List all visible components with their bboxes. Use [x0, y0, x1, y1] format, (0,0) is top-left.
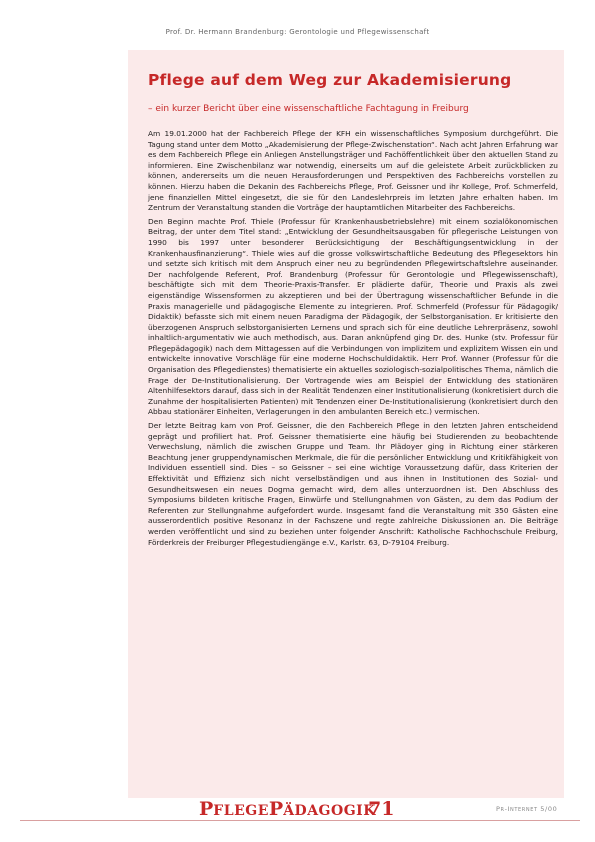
paragraph-2: Den Beginn machte Prof. Thiele (Professur für Krankenhausbetriebslehre) mit einem sozialökonomischen Beitrag, der unter dem Titel stand: „Entwicklung der Gesundheitsausgaben für pflegerische Leistungen von 1990 bis 1997 unter besonderer Berücksichtigung der Beschäftigungsentwicklung in der Krankenhausfinanzierung“. Thiele wies auf die grosse volkswirtschaftliche Bedeutung des Pflegesektors hin und setzte sich kritisch mit dem Anspruch einer neu zu begründenden Pflegewirtschaftslehre auseinander. Der nachfolgende Referent, Prof. Brandenburg (Professur für Gerontologie und Pflegewissenschaft), beschäftigte sich mit dem Theorie-Praxis-Transfer. Er plädierte dafür, Theorie und Praxis als zwei eigenständige Wissensformen zu akzeptieren und bei der Übertragung wissenschaftlicher Befunde in die Praxis managerielle und pädagogische Elemente zu integrieren. Prof. Schmerfeld (Professur für Pädagogik/ Didaktik) befasste sich mit einem neuen Paradigma der Pädagogik, der Selbstorganisation. Er kritisierte den überzogenen Anspruch selbstorganisierten Lernens und sprach sich für eine deutliche Lehrerpräsenz, sowohl inhaltlich-argumentativ wie auch methodisch, aus. Daran anknüpfend ging Dr. des. Hunke (stv. Professur für Pflegepädagogik) nach dem Mittagessen auf die Verbindungen von implizitem und explizitem Wissen ein und entwickelte innovative Vorschläge für eine moderne Hochschuldidaktik. Herr Prof. Wanner (Professur für die Organisation des Pflegedienstes) thematisierte ein aktuelles soziologisch-sozialpolitisches Thema, nämlich die Frage der De-Institutionalisierung. Der Vortragende wies am Beispiel der Entwicklung des stationären Altenhilfesektors darauf, dass sich in der Realität Tendenzen einer Institutionalisierung (konkretisiert durch die Zunahme der hospitalisierten Patienten) mit Tendenzen einer De-Institutionalisierung (konkretisiert durch den Abbau stationärer Einheiten, Verlagerungen in den ambulanten Bereich etc.) vermischen.	[148, 216, 558, 417]
page-number: 71	[368, 798, 395, 820]
article	[148, 70, 558, 551]
brand-flege: FLEGE	[213, 803, 269, 819]
issue-label: Pr-Internet 5/00	[496, 805, 558, 813]
article-title: Pflege auf dem Weg zur Akademisierung	[148, 71, 512, 89]
article-subtitle: – ein kurzer Bericht über eine wissenschaftliche Fachtagung in Freiburg	[148, 104, 469, 114]
running-header	[0, 28, 595, 36]
brand-aedagogik: ÄDAGOGIK	[283, 803, 376, 819]
running-header-text: Prof. Dr. Hermann Brandenburg: Gerontologie und Pflegewissenschaft	[165, 28, 430, 36]
brand-letter-p: P	[199, 798, 214, 820]
brand-letter-p-2: P	[268, 798, 284, 820]
paragraph-1: Am 19.01.2000 hat der Fachbereich Pflege der KFH ein wissenschaftliches Symposium durchgeführt. Die Tagung stand unter dem Motto „Akademisierung der Pflege-Zwischenstation“. Nach acht Jahren Erfahrung war es dem Fachbereich Pflege ein Anliegen Anstellungsträger und Fachöffentlichkeit über den aktuellen Stand zu informieren. Eine Zwischenbilanz war notwendig, einerseits um auf die geleistete Arbeit zurückblicken zu können, andererseits um die neuen Herausforderungen und Perspektiven des Fachbereichs vorstellen zu können. Hierzu haben die Dekanin des Fachbereichs Pflege, Prof. Geissner und ihr Kollege, Prof. Schmerfeld, jene finanziellen Mittel eingesetzt, die sie für den Landeslehrpreis im letzten Jahre erhalten haben. Im Zentrum der Veranstaltung standen die Vorträge der hauptamtlichen Mitarbeiter des Fachbereichs.	[148, 129, 558, 213]
footer-rule	[20, 820, 580, 821]
paragraph-3: Der letzte Beitrag kam von Prof. Geissner, die den Fachbereich Pflege in den letzten Jahren entscheidend geprägt und profiliert hat. Prof. Geissner thematisierte eine häufig bei Studierenden zu beobachtende Verwechslung, nämlich die zwischen Gruppe und Team. Ihr Plädoyer ging in Richtung einer stärkeren Beachtung jener gruppendynamischen Merkmale, die für die persönlicher Entwicklung und Kritikfähigkeit von Individuen essentiell sind. Dies – so Geissner – sei eine wichtige Voraussetzung dafür, dass Kriterien der Effektivität und Effizienz sich nicht verselbständigen und aus ihnen in Institutionen des Sozial- und Gesundheitswesen ein neues Dogma gemacht wird, dem alles unterzuordnen ist. Den Abschluss des Symposiums bildeten kritische Fragen, Einwürfe und Stellungnahmen von Gästen, zu dem das Podium der Referenten zur Stellungnahme aufgefordert wurde. Insgesamt fand die Veranstaltung mit 350 Gästen eine ausserordentlich positive Resonanz in der Fachszene und regte zahlreiche Diskussionen an. Die Beiträge werden veröffentlicht und sind zu beziehen unter folgender Anschrift: Katholische Fachhochschule Freiburg, Förderkreis der Freiburger Pflegestudiengänge e.V., Karlstr. 63, D-79104 Freiburg.	[148, 421, 558, 547]
left-margin-band	[0, 50, 128, 798]
article-body	[148, 129, 558, 548]
